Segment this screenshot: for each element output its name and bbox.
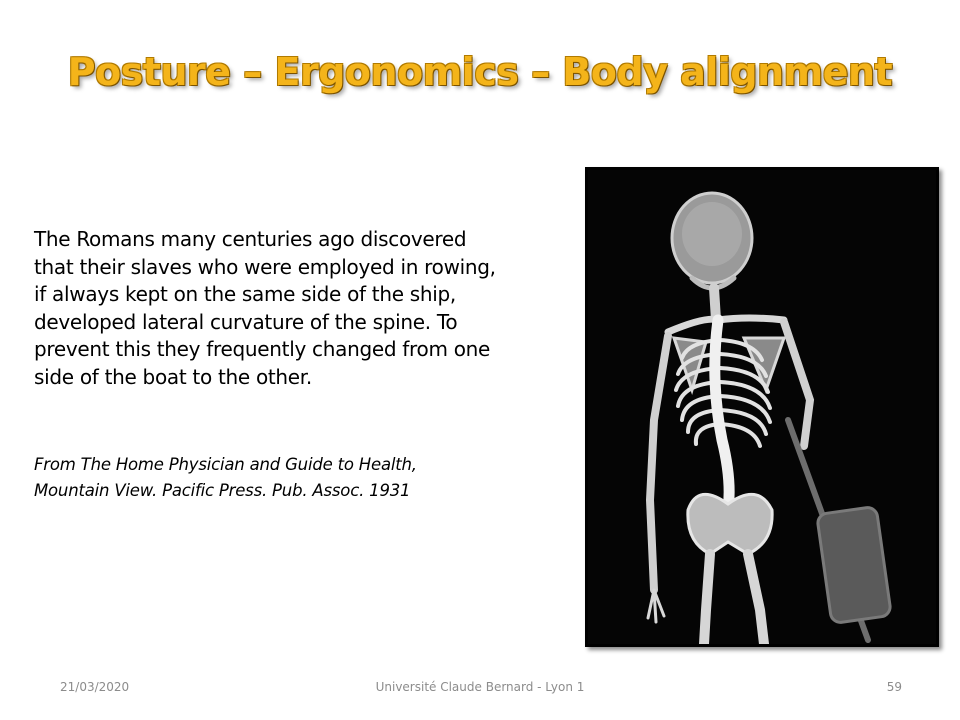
citation-line: From The Home Physician and Guide to Health, xyxy=(34,455,417,474)
body-line: if always kept on the same side of the ship, xyxy=(34,282,456,306)
footer-page-number: 59 xyxy=(886,680,902,694)
body-text xyxy=(34,226,564,391)
body-line: that their slaves who were employed in rowing, xyxy=(34,254,496,279)
xray-skeleton-image xyxy=(585,167,939,647)
citation-line: Mountain View. Pacific Press. Pub. Assoc. 1931 xyxy=(34,481,411,500)
citation xyxy=(34,452,554,504)
body-line: The Romans many centuries ago discovered xyxy=(34,227,467,251)
body-line: prevent this they frequently changed from one xyxy=(34,337,491,361)
body-line: developed lateral curvature of the spine. To xyxy=(34,309,458,334)
body-line: side of the boat to the other. xyxy=(34,364,312,389)
slide-title: Posture – Ergonomics – Body alignment xyxy=(67,50,893,94)
footer-institution: Université Claude Bernard - Lyon 1 xyxy=(375,680,585,694)
footer-date: 21/03/2020 xyxy=(60,680,130,694)
